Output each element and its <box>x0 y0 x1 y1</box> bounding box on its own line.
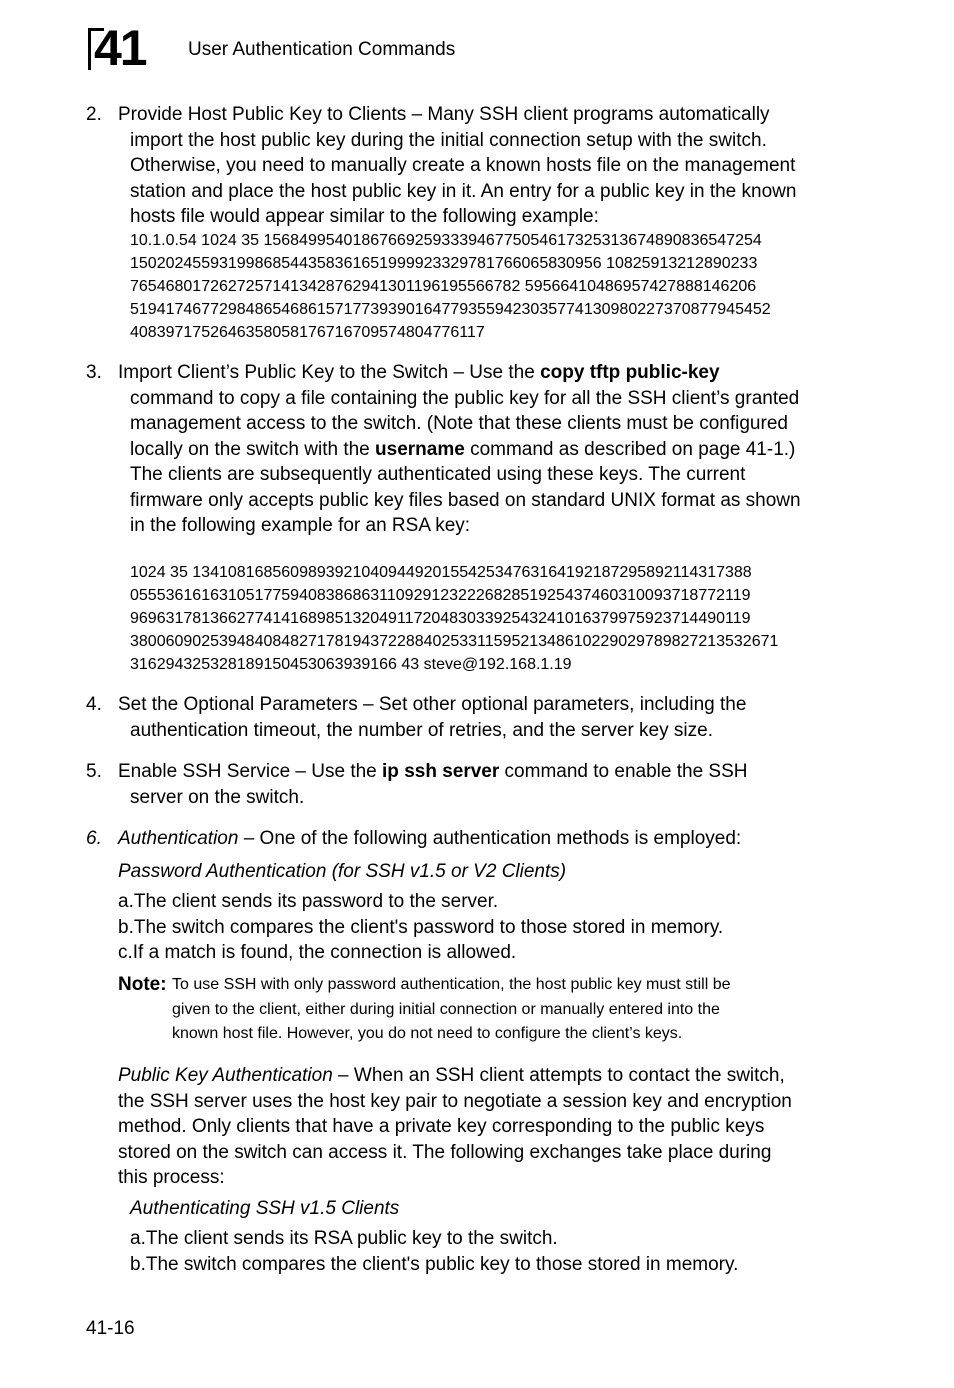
step-3-line-3: management access to the switch. (Note that these clients must be configured <box>130 413 788 434</box>
text: command to enable the SSH <box>499 761 748 782</box>
step-3-line-7: in the following example for an RSA key: <box>130 515 471 536</box>
step-5-number: 5. <box>86 761 102 782</box>
example-line: 10.1.0.54 1024 35 15684995401867669259333946775054617325313674890836547254 <box>130 232 762 249</box>
example-line: 4083971752646358058176716709574804776117 <box>130 324 485 341</box>
list-item: a.The client sends its RSA public key to the switch. <box>130 1228 558 1249</box>
pk-line: this process: <box>118 1167 225 1188</box>
command-ip-ssh-server: ip ssh server <box>382 761 500 782</box>
public-key-auth-paragraph <box>118 1063 858 1191</box>
step-3-line-1 <box>118 360 858 386</box>
step-6-number: 6. <box>86 828 102 849</box>
step-4-line-2: authentication timeout, the number of retries, and the server key size. <box>130 719 713 741</box>
example-line: 316294325328189150453063939166 43 steve@192.168.1.19 <box>130 656 572 673</box>
step-6-line-1 <box>118 826 858 852</box>
text: – One of the following authentication methods is employed: <box>238 828 742 849</box>
step-2-line-1: Provide Host Public Key to Clients – Many SSH client programs automatically <box>118 104 770 125</box>
ssh-v15-list <box>130 1226 850 1277</box>
list-item: a.The client sends its password to the server. <box>118 891 499 912</box>
list-item: c.If a match is found, the connection is allowed. <box>118 942 517 963</box>
step-3-line-5: The clients are subsequently authenticated using these keys. The current <box>130 464 746 485</box>
list-item: b.The switch compares the client's password to those stored in memory. <box>118 916 724 938</box>
text: Enable SSH Service – Use the <box>118 761 383 782</box>
text: – When an SSH client attempts to contact the switch, <box>332 1065 785 1086</box>
step-3-line-4 <box>130 437 850 463</box>
step-3-body <box>130 386 850 539</box>
chapter-number-badge <box>88 20 162 76</box>
example-line: 519417467729848654686157177393901647793559423035774130980227370877945452 <box>130 301 771 318</box>
step-5-line-2: server on the switch. <box>130 786 305 808</box>
ssh-v15-heading <box>130 1196 850 1222</box>
step-2-line-2: import the host public key during the initial connection setup with the switch. <box>130 129 767 151</box>
example-line: 3800609025394840848271781943722884025331159521348610229029789827213532671 <box>130 633 779 650</box>
text: locally on the switch with the <box>130 438 376 460</box>
step-4-number: 4. <box>86 694 102 715</box>
page-number: 41-16 <box>86 1318 135 1339</box>
step-3-line-2: command to copy a file containing the public key for all the SSH client’s granted <box>130 387 800 409</box>
running-header-title: User Authentication Commands <box>188 39 456 60</box>
text: command as described on page 41-1.) <box>464 438 796 460</box>
pk-line-1 <box>118 1063 858 1089</box>
example-line: 9696317813662774141689851320491172048303392543241016379975923714490119 <box>130 610 751 627</box>
list-item: b.The switch compares the client's public key to those stored in memory. <box>130 1253 739 1275</box>
example-line: 1024 35 134108168560989392104094492015542534763164192187295892114317388 <box>130 564 752 581</box>
step-2-line-5: hosts file would appear similar to the following example: <box>130 206 599 227</box>
step-4-line-1: Set the Optional Parameters – Set other optional parameters, including the <box>118 694 747 715</box>
pk-line: the SSH server uses the host key pair to negotiate a session key and encryption <box>118 1090 792 1112</box>
pk-line: stored on the switch can access it. The following exchanges take place during <box>118 1141 772 1163</box>
example-line: 0555361616310517759408386863110929123222682851925437460310093718772119 <box>130 587 751 604</box>
authentication-term: Authentication <box>118 828 239 849</box>
example-line: 15020245593199868544358361651999923329781766065830956 10825913212890233 <box>130 255 758 272</box>
rsa-key-example <box>130 561 850 676</box>
step-2-body <box>130 128 850 230</box>
step-3-number: 3. <box>86 362 102 383</box>
password-auth-list <box>118 889 858 966</box>
pk-line: method. Only clients that have a private key corresponding to the public keys <box>118 1116 765 1137</box>
note-body <box>172 973 852 1047</box>
example-line: 76546801726272571413428762941301196195566782 59566410486957427888146206 <box>130 278 757 295</box>
text: Authenticating SSH v1.5 Clients <box>130 1198 400 1219</box>
note-line: given to the client, either during initial connection or manually entered into the <box>172 1000 720 1018</box>
step-2-number: 2. <box>86 104 102 125</box>
step-2-line-3: Otherwise, you need to manually create a known hosts file on the management <box>130 155 796 176</box>
step-3-line-6: firmware only accepts public key files based on standard UNIX format as shown <box>130 489 801 511</box>
password-auth-heading <box>118 859 858 885</box>
known-hosts-example <box>130 229 850 344</box>
step-2-line-4: station and place the host public key in it. An entry for a public key in the known <box>130 180 797 202</box>
command-copy-tftp-public-key: copy tftp public-key <box>540 362 720 383</box>
command-username: username <box>375 438 465 460</box>
chapter-number: 41 <box>94 20 146 76</box>
public-key-auth-term: Public Key Authentication <box>118 1065 333 1086</box>
note-label: Note: <box>118 974 167 995</box>
text: Password Authentication (for SSH v1.5 or V2 Clients) <box>118 861 567 882</box>
note-line: To use SSH with only password authentication, the host public key must still be <box>172 976 731 993</box>
step-5-line-1 <box>118 759 858 785</box>
text: Import Client’s Public Key to the Switch – Use the <box>118 362 541 383</box>
note-line: known host file. However, you do not need to configure the client’s keys. <box>172 1025 683 1042</box>
